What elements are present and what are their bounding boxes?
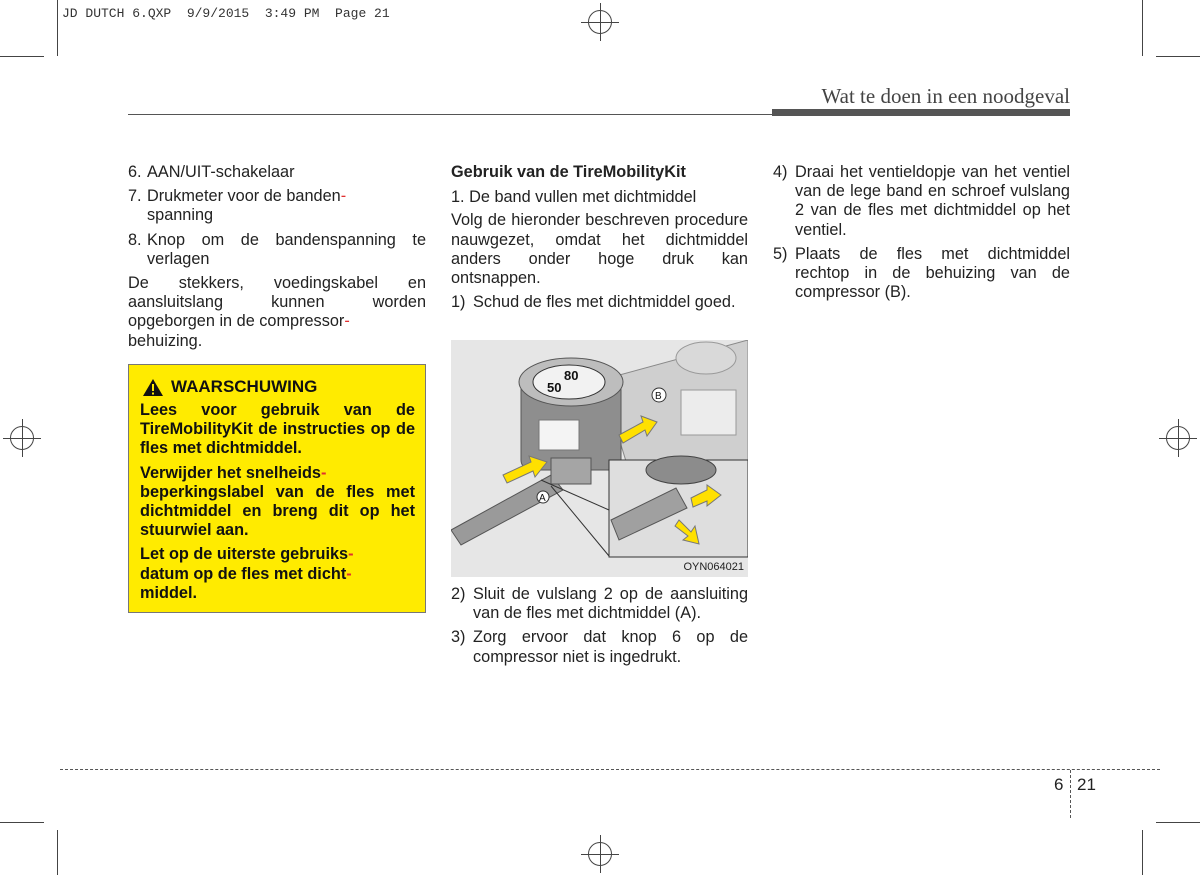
figure-code: OYN064021: [683, 561, 744, 573]
chapter-title: Wat te doen in een noodgeval: [821, 84, 1070, 108]
list-item: [128, 163, 426, 182]
warning-box: [128, 364, 426, 613]
print-slug: JD DUTCH 6.QXP 9/9/2015 3:49 PM Page 21: [62, 6, 390, 21]
dial-value-bottom: 50: [547, 380, 562, 395]
tire-mobility-kit-illustration: [451, 340, 748, 577]
warning-title: WAARSCHUWING: [171, 377, 318, 396]
registration-mark-bottom: [588, 842, 612, 866]
item-text: Draai het ventieldopje van het ventiel van de lege band en schroef vulslang 2 van de fles met dichtmiddel op het ventiel.: [795, 163, 1070, 239]
intro-paragraph: Volg de hieronder beschreven procedure nauwgezet, omdat het dichtmiddel anders onder hoge druk kan ontsnappen.: [451, 211, 748, 288]
step-title: 1. De band vullen met dichtmiddel: [451, 188, 697, 207]
list-item: [773, 163, 1070, 240]
warning-paragraph: Verwijder het snelheids- beperkingslabel van de fles met dichtmiddel en breng dit op het stuurwiel aan.: [140, 463, 415, 540]
item-number: 1): [451, 293, 466, 312]
list-item: [128, 187, 426, 225]
callout-b: B: [655, 391, 662, 402]
warning-heading: [142, 377, 415, 397]
header-rule: [128, 114, 772, 115]
item-text: Drukmeter voor de banden- spanning: [147, 187, 347, 225]
list-item: [451, 628, 748, 666]
footer-rule: [60, 769, 1160, 770]
item-number: 6.: [128, 163, 142, 181]
warning-paragraph: Lees voor gebruik van de TireMobilityKit de instructies op de fles met dichtmiddel.: [140, 401, 415, 458]
item-text: Zorg ervoor dat knop 6 op de compressor niet is ingedrukt.: [473, 628, 748, 666]
section-number: 6: [1054, 775, 1064, 794]
item-number: 8.: [128, 230, 142, 249]
item-text: Plaats de fles met dichtmiddel rechtop in de behuizing van de compressor (B).: [795, 244, 1070, 302]
illustration-drawing: [451, 340, 748, 577]
item-text: Sluit de vulslang 2 op de aansluiting van de fles met dichtmiddel (A).: [473, 585, 748, 623]
header-rule-accent: [772, 109, 1070, 116]
footer-divider: [1070, 770, 1071, 818]
storage-paragraph: De stekkers, voedingskabel en aansluitslang kunnen worden opgeborgen in de compressor- behuizing.: [128, 274, 426, 350]
item-text: Knop om de bandenspanning te verlagen: [147, 230, 426, 268]
middle-column: [451, 163, 748, 317]
warning-triangle-icon: [142, 378, 164, 397]
left-column: [128, 163, 426, 356]
item-text: Schud de fles met dichtmiddel goed.: [473, 293, 736, 312]
list-item: [773, 245, 1070, 303]
registration-mark-left: [10, 426, 34, 450]
dial-value-top: 80: [564, 368, 579, 383]
section-heading: Gebruik van de TireMobilityKit: [451, 163, 686, 181]
callout-a: A: [539, 493, 546, 504]
middle-column-continued: [451, 585, 748, 672]
item-number: 3): [451, 628, 466, 647]
right-column: [773, 163, 1070, 307]
page-number: 21: [1077, 775, 1096, 794]
item-number: 5): [773, 244, 788, 263]
registration-mark-top: [588, 10, 612, 34]
registration-mark-right: [1166, 426, 1190, 450]
item-number: 4): [773, 163, 788, 181]
list-item: [128, 231, 426, 269]
warning-paragraph: Let op de uiterste gebruiks- datum op de fles met dicht- middel.: [140, 545, 354, 602]
item-number: 7.: [128, 187, 142, 206]
list-item: [451, 293, 748, 312]
item-text: AAN/UIT-schakelaar: [147, 163, 295, 181]
list-item: [451, 585, 748, 623]
item-number: 2): [451, 585, 466, 603]
